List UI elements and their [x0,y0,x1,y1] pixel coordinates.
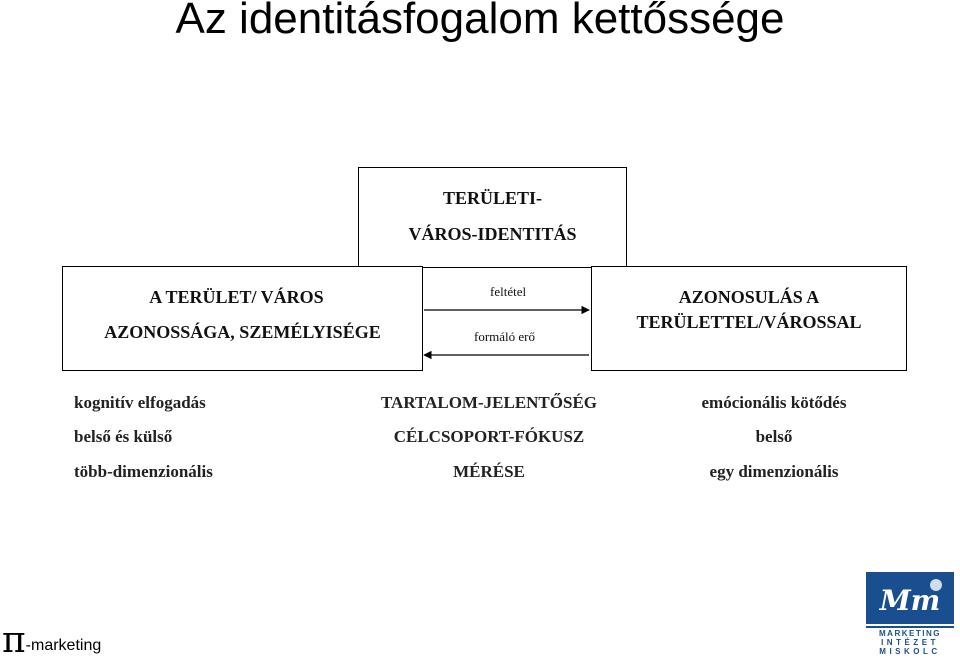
middle-column-item: CÉLCSOPORT-FÓKUSZ [393,427,585,446]
right-column-item: belső [755,427,793,446]
middle-column-item: TARTALOM-JELENTŐSÉG [380,393,598,412]
logo-line-2: INTÉZET [881,638,939,647]
left-column-item: kognitív elfogadás [74,393,206,412]
logo-divider [866,626,954,628]
pi-marketing-label [2,620,101,661]
right-column-item: egy dimenzionális [709,462,839,481]
logo-line-3: MISKOLC [879,647,941,656]
box-right-line-2: TERÜLETTEL/VÁROSSAL [636,312,862,332]
box-top-line-2: VÁROS-IDENTITÁS [408,224,577,244]
middle-column-item: MÉRÉSE [453,462,525,481]
condition-label: feltétel [490,284,527,299]
pi-symbol: π [2,620,26,661]
pi-marketing-text: -marketing [25,637,102,654]
page-title: Az identitásfogalom kettőssége [175,0,785,43]
left-column-item: belső és külső [74,427,173,446]
marketing-institute-logo [864,570,956,656]
box-left-line-2: AZONOSSÁGA, SZEMÉLYISÉGE [104,322,381,342]
shaping-force-label: formáló erő [474,329,536,344]
box-top-line-1: TERÜLETI- [442,188,543,208]
right-column-item: emócionális kötődés [701,393,847,412]
left-column-item: több-dimenzionális [74,462,213,481]
logo-monogram: Mm [879,584,941,617]
box-right-line-1: AZONOSULÁS A [678,287,820,307]
logo-line-1: MARKETING [879,629,941,638]
box-left-line-1: A TERÜLET/ VÁROS [149,287,324,307]
